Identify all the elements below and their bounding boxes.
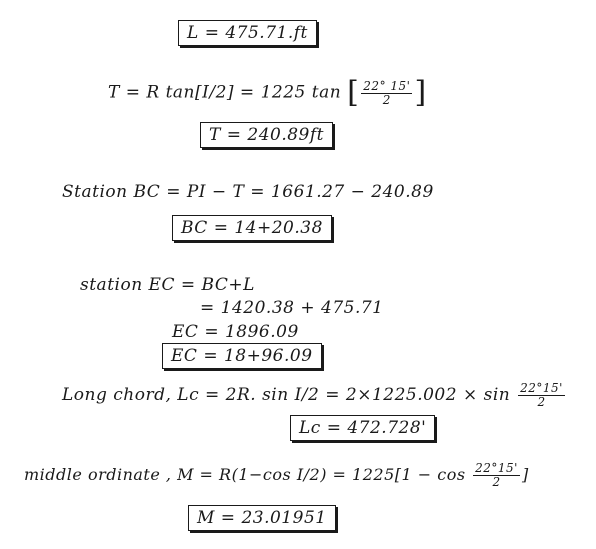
- lc-formula-line: [62, 382, 567, 409]
- m-result-text: M = 23.01951: [197, 508, 327, 528]
- ec-sub-line: [200, 298, 383, 318]
- l-result-box: [178, 20, 317, 46]
- bc-station-formula: Station BC = PI − T = 1661.27 − 240.89: [62, 182, 434, 202]
- lc-formula-lead: Long chord, Lc = 2R. sin I/2 = 2×1225.002 × sin: [62, 385, 511, 405]
- m-fraction: [473, 462, 520, 489]
- m-frac-numerator: 22°15': [475, 461, 518, 475]
- t-fraction: [361, 80, 412, 107]
- t-result-text: T = 240.89ft: [209, 125, 324, 145]
- lc-frac-numerator: 22°15': [520, 381, 563, 395]
- m-formula-lead: middle ordinate , M = R(1−cos I/2) = 1225[1 − cos: [24, 465, 466, 484]
- lc-result-box: [290, 415, 435, 441]
- t-formula-lead: T = R tan[I/2] = 1225 tan: [108, 82, 342, 103]
- ec-result-text: EC = 18+96.09: [171, 346, 313, 366]
- m-result-box: [188, 505, 336, 531]
- t-formula-line: [108, 75, 427, 110]
- ec-station-formula: station EC = BC+L: [80, 275, 255, 295]
- ec-value-text: EC = 1896.09: [172, 322, 299, 342]
- bc-station-line: [62, 182, 434, 202]
- ec-sub-text: = 1420.38 + 475.71: [200, 298, 384, 318]
- l-result-text: L = 475.71.ft: [187, 23, 308, 43]
- ec-result-box: [162, 343, 322, 369]
- t-frac-numerator: 22° 15': [363, 78, 411, 93]
- bc-result-text: BC = 14+20.38: [181, 218, 323, 238]
- bc-result-box: [172, 215, 332, 241]
- ec-station-line: [80, 275, 255, 295]
- lc-frac-denominator: 2: [537, 395, 546, 409]
- t-open-bracket: [: [347, 75, 360, 110]
- t-result-box: [200, 122, 333, 148]
- m-formula-tail: ]: [521, 465, 529, 484]
- m-frac-denominator: 2: [492, 475, 501, 489]
- lc-fraction: [518, 382, 565, 409]
- m-formula-line: [24, 462, 529, 489]
- t-frac-denominator: 2: [382, 92, 391, 107]
- t-close-bracket: ]: [414, 75, 427, 110]
- lc-result-text: Lc = 472.728': [299, 418, 427, 438]
- ec-value-line: [172, 322, 299, 342]
